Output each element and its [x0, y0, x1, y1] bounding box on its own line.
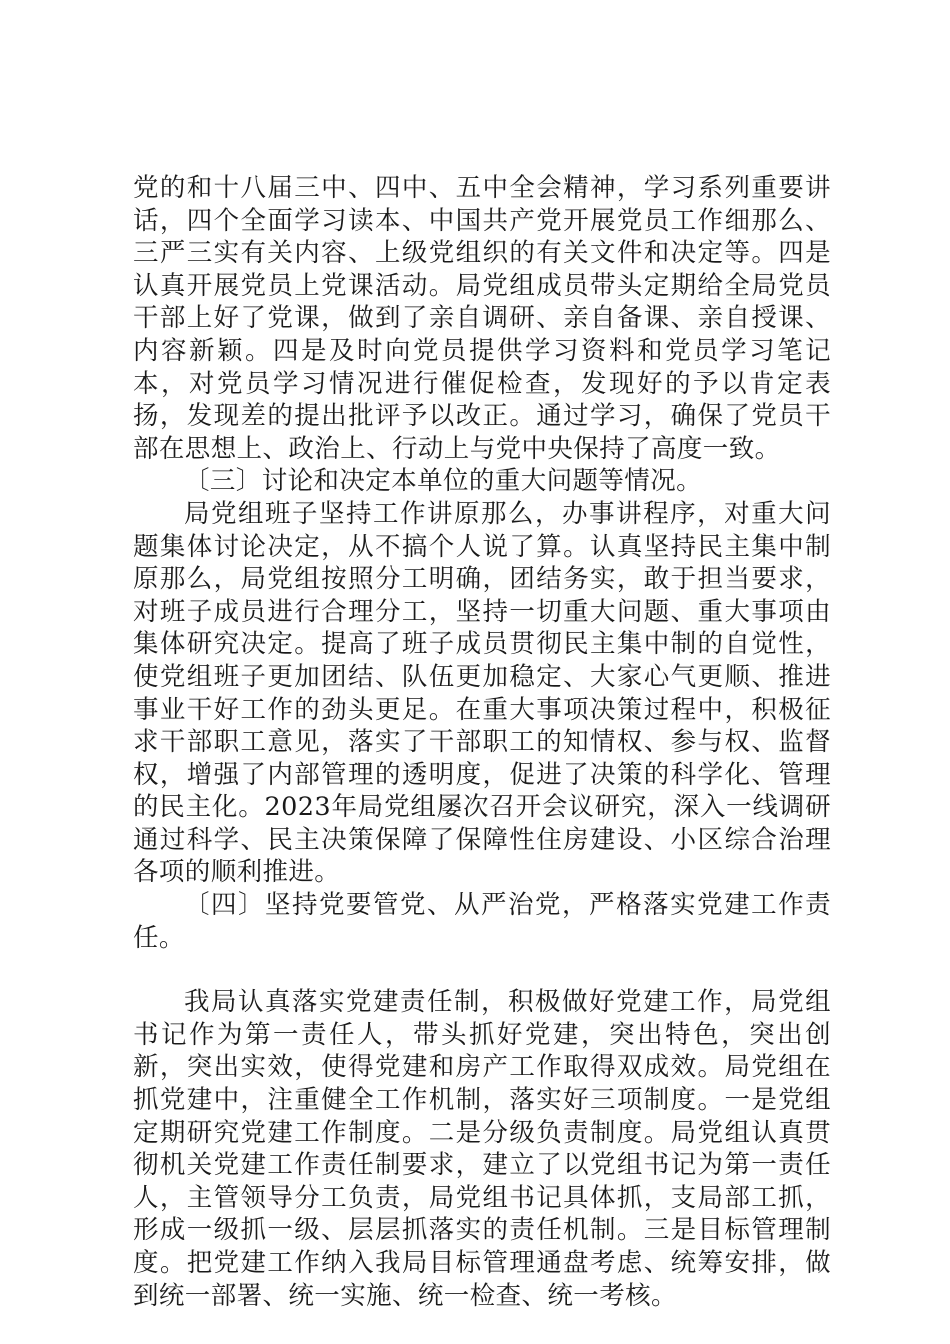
section-heading-four: 〔四〕坚持党要管党、从严治党，严格落实党建工作责任。 [133, 890, 831, 953]
paragraph-gap [133, 954, 831, 986]
paragraph-major-decisions: 局党组班子坚持工作讲原那么，办事讲程序，对重大问题集体讨论决定，从不搞个人说了算。认真坚持民主集中制原那么，局党组按照分工明确，团结务实，敢于担当要求，对班子成员进行合理分工，坚持一切重大问题、重大事项由集体研究决定。提高了班子成员贯彻民主集中制的自觉性，使党组班子更加团结、队伍更加稳定、大家心气更顺、推进事业干好工作的劲头更足。在重大事项决策过程中，积极征求干部职工意见，落实了干部职工的知情权、参与权、监督权，增强了内部管理的透明度，促进了决策的科学化、管理的民主化。2023年局党组屡次召开会议研究，深入一线调研通过科学、民主决策保障了保障性住房建设、小区综合治理各项的顺利推进。 [133, 498, 831, 888]
paragraph-study-continued: 党的和十八届三中、四中、五中全会精神，学习系列重要讲话，四个全面学习读本、中国共产党开展党员工作细那么、三严三实有关内容、上级党组织的有关文件和决定等。四是认真开展党员上党课活动。局党组成员带头定期给全局党员干部上好了党课，做到了亲自调研、亲自备课、亲自授课、内容新颖。四是及时向党员提供学习资料和党员学习笔记本，对党员学习情况进行催促检查，发现好的予以肯定表扬，发现差的提出批评予以改正。通过学习，确保了党员干部在思想上、政治上、行动上与党中央保持了高度一致。 [133, 173, 831, 464]
section-heading-three: 〔三〕讨论和决定本单位的重大问题等情况。 [184, 466, 703, 497]
paragraph-party-building-responsibility: 我局认真落实党建责任制，积极做好党建工作，局党组书记作为第一责任人，带头抓好党建，突出特色，突出创新，突出实效，使得党建和房产工作取得双成效。局党组在抓党建中，注重健全工作机制，落实好三项制度。一是党组定期研究党建工作制度。二是分级负责制度。局党组认真贯彻机关党建工作责任制要求，建立了以党组书记为第一责任人，主管领导分工负责，局党组书记具体抓，支局部工抓，形成一级抓一级、层层抓落实的责任机制。三是目标管理制度。把党建工作纳入我局目标管理通盘考虑、统筹安排，做到统一部署、统一实施、统一检查、统一考核。 [133, 987, 831, 1311]
document-body [133, 172, 831, 1312]
